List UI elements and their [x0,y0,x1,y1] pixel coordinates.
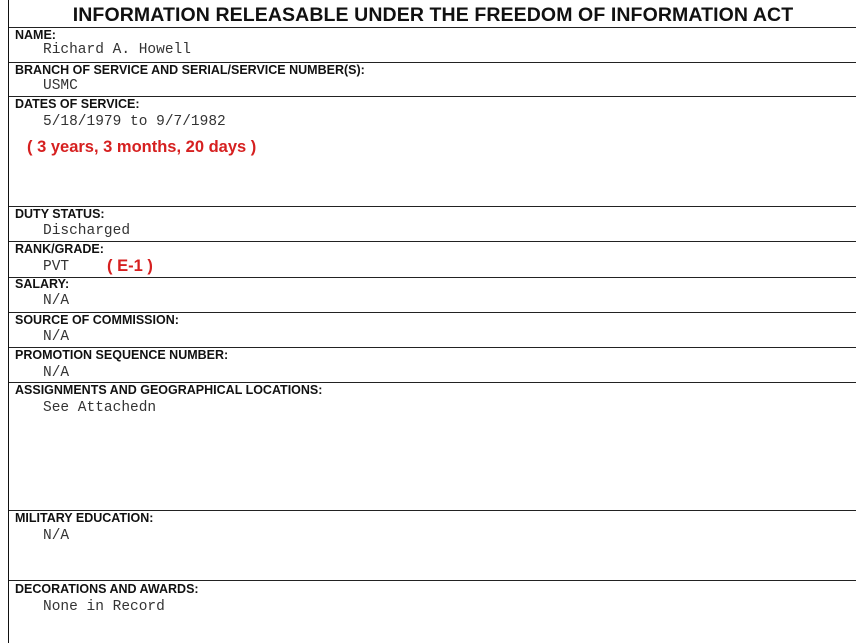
assignments-value: See Attachedn [43,400,157,416]
duty-value: Discharged [43,223,131,239]
divider [9,206,856,207]
decorations-label: DECORATIONS AND AWARDS: [15,582,199,596]
salary-value: N/A [43,293,70,309]
education-label: MILITARY EDUCATION: [15,511,154,525]
divider [9,241,856,242]
education-value: N/A [43,528,70,544]
divider [9,277,856,278]
rank-label: RANK/GRADE: [15,242,104,256]
branch-value: USMC [43,78,78,94]
commission-value: N/A [43,329,70,345]
dates-value: 5/18/1979 to 9/7/1982 [43,114,226,130]
promotion-label: PROMOTION SEQUENCE NUMBER: [15,348,229,362]
name-value: Richard A. Howell [43,42,191,58]
dates-label: DATES OF SERVICE: [15,97,140,111]
salary-label: SALARY: [15,277,70,291]
divider [9,27,856,28]
branch-label: BRANCH OF SERVICE AND SERIAL/SERVICE NUMBER(S): [15,63,365,77]
promotion-value: N/A [43,365,70,381]
name-label: NAME: [15,28,56,42]
assignments-label: ASSIGNMENTS AND GEOGRAPHICAL LOCATIONS: [15,383,323,397]
divider [9,580,856,581]
rank-value: PVT [43,259,70,275]
duty-label: DUTY STATUS: [15,207,105,221]
service-duration-note: ( 3 years, 3 months, 20 days ) [27,138,257,156]
grade-note: ( E-1 ) [107,257,153,275]
decorations-value: None in Record [43,599,165,615]
commission-label: SOURCE OF COMMISSION: [15,313,179,327]
foia-form [8,0,856,643]
form-title: INFORMATION RELEASABLE UNDER THE FREEDOM OF INFORMATION ACT [72,4,794,26]
